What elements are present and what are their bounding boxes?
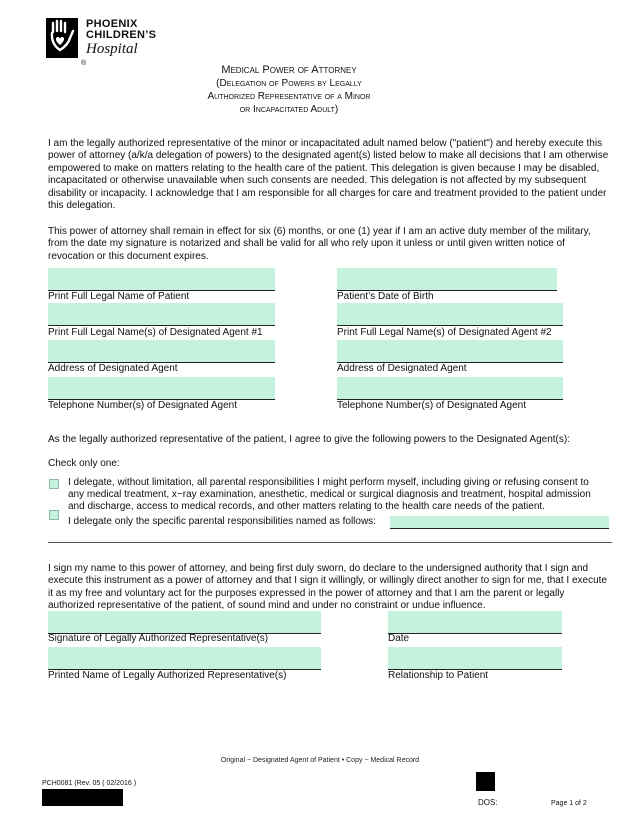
signature-field[interactable] — [48, 611, 321, 634]
agent2-address-label: Address of Designated Agent — [337, 363, 467, 374]
option1-line-3: and discharge, access to medical records, and other matters relating to the health care needs of the patient. — [68, 501, 545, 512]
hand-heart-logo-icon — [46, 18, 78, 60]
patient-name-field[interactable] — [48, 268, 275, 291]
option2-checkbox[interactable] — [49, 510, 59, 520]
intro-paragraph: I am the legally authorized representative of the minor or incapacitated adult named below ("patient") and hereby execute this power of attorney (a/k/a delegation of powers) to the designated agent(s) listed below to make all decisions that I am otherwise empowered to make on matters relating to the health care of the patient. This delegation is given because I may be disabled, incapacitated or otherwise unavailable when such consents are needed. This delegation is not affected by my subsequent disability or incapacity. I acknowledge that I am responsible for all charges for care and treatment provided to the patient under this delegation. — [48, 138, 609, 212]
title-line-4: or Incapacitated Adult) — [239, 104, 339, 115]
brand-line-1: PHOENIX — [86, 18, 138, 30]
distribution-note: Original − Designated Agent of Patient • Copy − Medical Record — [220, 757, 420, 764]
agent1-address-field[interactable] — [48, 340, 275, 363]
check-only-one-label: Check only one: — [48, 458, 120, 469]
agent1-name-label: Print Full Legal Name(s) of Designated Agent #1 — [48, 327, 263, 338]
blank-line[interactable] — [48, 542, 612, 543]
agent2-name-label: Print Full Legal Name(s) of Designated Agent #2 — [337, 327, 552, 338]
title-line-1: Medical Power of Attorney — [221, 64, 357, 76]
brand-line-2: CHILDREN’S — [86, 29, 157, 41]
agent2-address-field[interactable] — [337, 340, 563, 363]
form-code: PCH0081 (Rev. 05 ( 02/2016 ) — [42, 780, 137, 787]
option2-label: I delegate only the specific parental responsibilities named as follows: — [68, 516, 376, 527]
agent2-phone-label: Telephone Number(s) of Designated Agent — [337, 400, 527, 411]
relationship-field[interactable] — [388, 647, 562, 670]
agent1-address-label: Address of Designated Agent — [48, 363, 178, 374]
brand-line-3: Hospital — [86, 41, 138, 57]
title-line-2: (Delegation of Powers by Legally — [216, 78, 362, 89]
agent1-phone-label: Telephone Number(s) of Designated Agent — [48, 400, 238, 411]
agree-statement: As the legally authorized representative of the patient, I agree to give the following powers to the Designated Agent(s): — [48, 434, 570, 445]
date-label: Date — [388, 633, 410, 644]
patient-dob-field[interactable] — [337, 268, 557, 291]
option1-checkbox[interactable] — [49, 479, 59, 489]
agent1-name-field[interactable] — [48, 303, 275, 326]
agent2-name-field[interactable] — [337, 303, 563, 326]
patient-name-label: Print Full Legal Name of Patient — [48, 291, 190, 302]
redacted-box — [476, 772, 495, 791]
registered-mark: ® — [81, 60, 87, 67]
agent1-phone-field[interactable] — [48, 377, 275, 400]
oath-paragraph: I sign my name to this power of attorney, and being first duly sworn, do declare to the undersigned authority that I sign and execute this instrument as a power of attorney and that I sign it willingly, or willingly direct another to sign for me, that I execute it as my free and voluntary act for the purposes expressed in the power of attorney and that I am the parent or legally authorized representative of the patient, of sound mind and under no constraint or undue influence. — [48, 563, 607, 612]
redacted-barcode — [42, 789, 123, 806]
dos-label: DOS: — [478, 798, 498, 807]
hospital-logo — [46, 18, 176, 70]
title-line-3: Authorized Representative of a Minor — [207, 91, 371, 102]
duration-paragraph: This power of attorney shall remain in effect for six (6) months, or one (1) year if I am an active duty member of the military, from the date my signature is notarized and shall be valid for all who rely upon it unless or until given written notice of revocation or this document expires. — [48, 226, 591, 262]
document-title — [150, 64, 428, 116]
signature-label: Signature of Legally Authorized Representative(s) — [48, 633, 269, 644]
printed-name-label: Printed Name of Legally Authorized Representative(s) — [48, 670, 287, 681]
patient-dob-label: Patient’s Date of Birth — [337, 291, 434, 302]
option1-line-2: any medical treatment, x−ray examination, anesthetic, medical or surgical diagnosis and treatment, hospital admission — [68, 489, 591, 500]
date-field[interactable] — [388, 611, 562, 634]
relationship-label: Relationship to Patient — [388, 670, 489, 681]
agent2-phone-field[interactable] — [337, 377, 563, 400]
printed-name-field[interactable] — [48, 647, 321, 670]
option1-line-1: I delegate, without limitation, all parental responsibilities I might perform myself, including giving or refusing consent to — [68, 477, 589, 488]
page-number: Page 1 of 2 — [551, 800, 587, 807]
specific-responsibilities-field[interactable] — [390, 516, 609, 529]
